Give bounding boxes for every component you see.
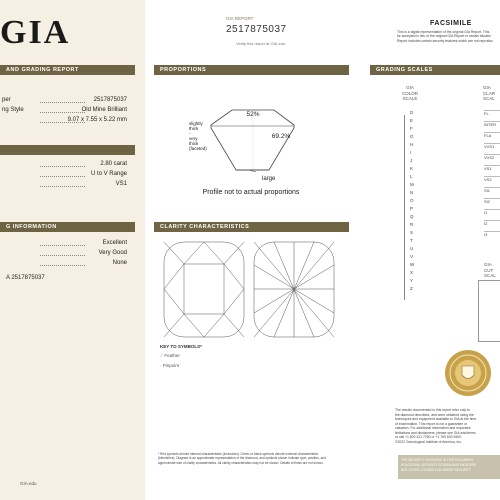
color-grade-letter: Y [410,278,414,283]
facsimile-title: FACSIMILE [430,20,472,27]
leader-dots [40,245,85,246]
proportions-diagram [154,80,349,205]
color-grade-letter: O [410,198,414,203]
report-label: per [2,97,11,103]
clarity-grade-item: VVS2 [484,154,500,160]
section-header-blank [0,145,135,155]
info-value: Excellent [102,240,127,246]
report-value: 9.07 x 7.55 x 5.22 mm [67,117,127,123]
girdle-label: (faceted) [189,146,207,151]
clarity-grade-item: VS1 [484,165,500,171]
color-grade-letter: H [410,142,414,147]
gia-logo: GIA [0,14,71,51]
leader-dots [40,186,85,187]
section-header-proportions: PROPORTIONS [154,65,349,75]
report-label: GIA REPORT [226,16,254,21]
clarity-grade-item: I2 [484,220,500,226]
grade-value: VS1 [115,181,127,187]
color-grade-letter: R [410,222,414,227]
clarity-grade-item: SI2 [484,198,500,204]
culet-label: large [262,176,276,182]
color-grade-letter: K [410,166,414,171]
info-value: None [112,260,127,266]
clarity-grade-item: FL [484,110,500,116]
girdle-labels [189,121,207,151]
inscription: A 2517875037 [6,275,45,281]
color-grade-letter: P [410,206,414,211]
color-grade-letter: X [410,270,414,275]
girdle-label: thick [189,126,199,131]
color-grade-letter: Z [410,286,413,291]
leader-dots [40,255,85,256]
report-label: ng Style [2,107,24,113]
feather-icon: ⟋ [160,353,164,358]
section-header-grading-report: AND GRADING REPORT [0,65,135,75]
clarity-grade-item: INTER [484,121,500,127]
girdle-label: slightly [189,121,203,126]
color-scale-line [404,115,405,300]
color-grade-letter: W [410,262,415,267]
grade-value: U to V Range [90,171,127,177]
profile-outline [211,110,294,170]
clarity-plots [154,232,349,340]
depth-percentage: 69.2% [271,133,291,140]
table-percentage: 52% [246,111,260,118]
clarity-scale-header: GIA CLAR SCAL [483,85,496,101]
color-grade-letter: I [410,150,412,155]
leader-dots [40,176,85,177]
girdle-label: very [189,136,198,141]
leader-dots [40,166,85,167]
clarity-grade-item: I1 [484,209,500,215]
color-grade-letter: E [410,118,414,123]
facsimile-notice: This is a digital representation of the original GIA Report. This be accepted in lieu of the original GIA Report in certain situatio Report includes certain security features which are not reproduc [397,30,493,43]
cut-scale-box [478,280,500,342]
section-header-clarity: CLARITY CHARACTERISTICS [154,222,349,232]
pavilion-plot [254,242,334,337]
girdle-label: thick [189,141,199,146]
clarity-grade-item: FLA [484,132,500,138]
gia-seal-icon [443,348,493,398]
leader-dots [40,265,85,266]
report-value: 2517875037 [93,97,127,103]
symbol-feather: ⟋ Feather [160,353,180,358]
report-number: 2517875037 [226,24,287,35]
clarity-grade-item: SI1 [484,187,500,193]
clarity-grade-item: I3 [484,231,500,237]
color-grade-letter: U [410,246,414,251]
proportions-caption: Profile not to actual proportions [202,189,300,196]
section-header-grading-information: G INFORMATION [0,222,135,232]
color-grade-letter: D [410,110,414,115]
color-grade-letter: L [410,174,413,179]
disclaimer-text: The results documented in this report refer only to the diamond described, and were obtained using the techniques and equipment available to GIA at the time of examination. This report is not a guarantee or valuation. For additional information and important limitations and disclaimers, please see GIA.edu/terms or call +1 800 421 7250 or +1 760 603 4500. ©2022 Gemological Institute of America, Inc. [395,408,477,444]
color-grade-letter: N [410,190,414,195]
section-header-grading-scales: GRADING SCALES [370,65,500,75]
grade-value: 2.80 carat [100,161,127,167]
color-grade-letter: Q [410,214,414,219]
color-scale-header: GIA COLOR SCALE [401,85,418,101]
key-to-symbols-title: KEY TO SYMBOLS* [160,344,202,349]
color-grade-letter: V [410,254,414,259]
clarity-footnote: * Red symbols denote internal characteristics (inclusions). Green or black symbols denote external characteristics (blemishes). Diagram is an approximate representation of the diamond, and symbols shown indicate type, position, and approximate size of clarity characteristics. All clarity characteristics may not be shown. Details of finish are not shown. [158,452,326,465]
report-value: Old Mine Brilliant [81,107,127,113]
crown-plot [164,242,244,337]
cut-scale-header: GIA CUT SCAL [484,262,496,278]
leader-dots [40,102,85,103]
color-grade-letter: F [410,126,413,131]
pinpoint-icon: · [160,363,162,368]
security-features-box: THE SECURITY FEATURES IN THIS DOCUMENT HOLOGRAM, SECURITY SCREEN AND MICROPRI NOT LISTED, EXCEED DOCUMENT SECURITY [398,455,500,479]
color-grade-letter: G [410,134,414,139]
color-grade-letter: J [410,158,413,163]
color-grade-letter: T [410,238,413,243]
girdle-label: - [189,131,191,136]
color-grade-letter: M [410,182,414,187]
verify-text[interactable]: Verify this report at GIA.edu [236,41,286,46]
leader-dots [40,112,85,113]
symbol-pinpoint: · Pinpoint [160,363,180,368]
clarity-grade-item: VVS1 [484,143,500,149]
clarity-grade-item: VS2 [484,176,500,182]
left-footer-url: GIA.edu [20,481,37,486]
color-grade-letter: S [410,230,414,235]
info-value: Very Good [98,250,127,256]
